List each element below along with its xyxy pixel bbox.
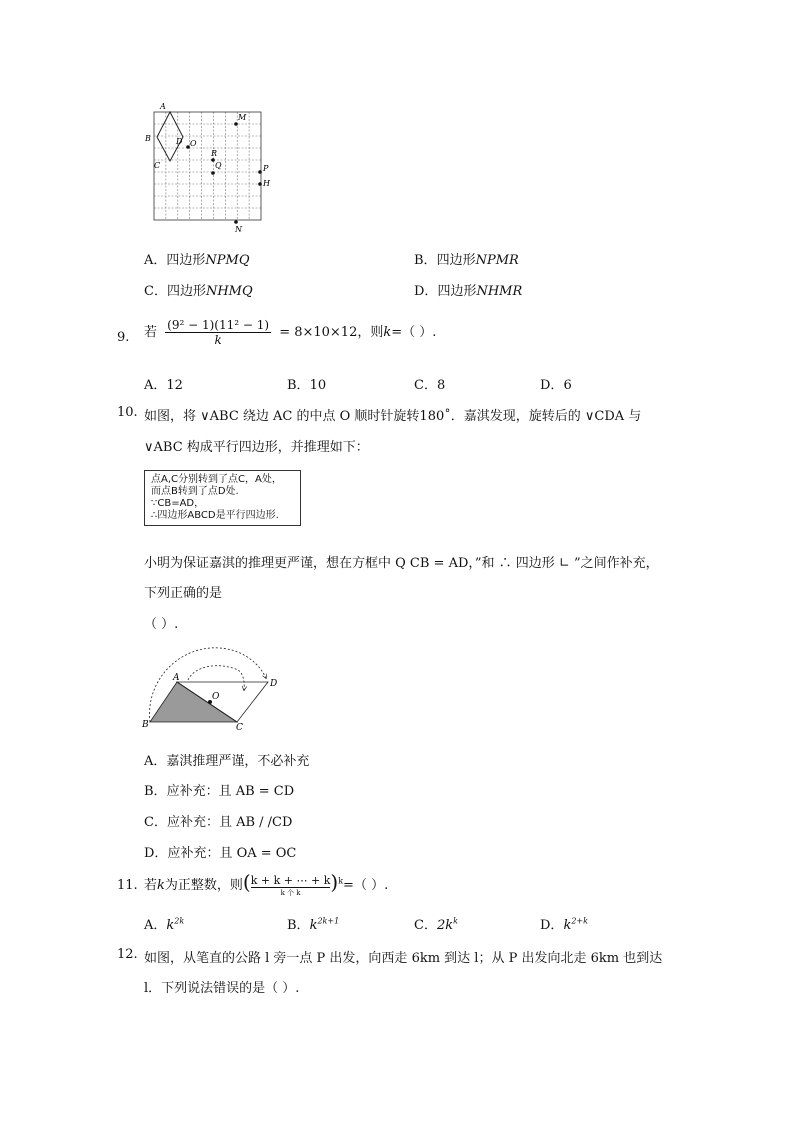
label-A: A bbox=[173, 673, 180, 683]
q8-option-d[interactable] bbox=[414, 280, 522, 299]
q10-reasoning-box bbox=[144, 470, 301, 526]
option-var: NPMR bbox=[475, 253, 519, 268]
q9-suffix: =（ ）. bbox=[391, 325, 437, 340]
option-letter: A． bbox=[144, 253, 167, 268]
q10-option-d[interactable] bbox=[144, 842, 296, 861]
option-text: 应补充：且 AB / /CD bbox=[166, 815, 293, 830]
q10-line-1: 如图，将 ∨ABC 绕边 AC 的中点 O 顺时针旋转180˚．嘉淇发现，旋转后的 ∨CDA 与 bbox=[144, 409, 642, 424]
q11-option-c[interactable] bbox=[414, 914, 458, 933]
option-letter: D． bbox=[540, 378, 564, 393]
label-H: H bbox=[263, 179, 270, 188]
q11-suffix: =（ ）. bbox=[343, 878, 389, 893]
q12-number: 12. bbox=[117, 947, 138, 962]
label-M: M bbox=[238, 113, 247, 122]
option-var: NPMQ bbox=[205, 253, 250, 268]
q9-prefix: 若 bbox=[144, 325, 158, 340]
q8-grid-figure bbox=[140, 100, 280, 235]
box-line: 点A,C分别转到了点C，A处， bbox=[151, 474, 282, 485]
q11-option-b[interactable] bbox=[287, 914, 339, 933]
q11-option-d[interactable] bbox=[540, 914, 588, 933]
q12-line-2: l．下列说法错误的是（ ）. bbox=[144, 981, 300, 996]
label-A: A bbox=[160, 102, 166, 111]
box-line: ∴四边形ABCD是平行四边形. bbox=[151, 510, 279, 521]
option-letter: A． bbox=[144, 754, 167, 769]
label-O: O bbox=[190, 139, 197, 148]
option-base: 2k bbox=[436, 918, 454, 933]
q11-right-paren: ) bbox=[330, 870, 339, 894]
option-letter: B． bbox=[287, 378, 310, 393]
q11-stem bbox=[144, 870, 388, 898]
q9-option-c[interactable] bbox=[414, 374, 445, 393]
option-base: k bbox=[563, 918, 572, 933]
option-exp: 2k+1 bbox=[317, 916, 340, 926]
q11-option-a[interactable] bbox=[144, 914, 184, 933]
option-letter: B． bbox=[414, 253, 437, 268]
q10-number: 10. bbox=[117, 405, 138, 420]
q11-sum bbox=[251, 874, 331, 898]
option-letter: D． bbox=[540, 918, 564, 933]
box-line: ∵CB=AD， bbox=[151, 498, 205, 509]
q9-stem bbox=[144, 318, 436, 347]
q11-prefix: 若 bbox=[144, 878, 158, 893]
q12-line-1: 如图，从笔直的公路 l 旁一点 P 出发，向西走 6km 到达 l；从 P 出发向北走 6km 也到达 bbox=[144, 951, 663, 966]
label-C: C bbox=[154, 161, 161, 170]
option-var: NHMR bbox=[476, 284, 523, 299]
q9-equation: = 8×10×12，则 bbox=[279, 325, 384, 340]
option-exp: 2k bbox=[174, 916, 185, 926]
q9-denominator: k bbox=[214, 333, 222, 347]
label-C: C bbox=[236, 723, 243, 732]
option-letter: A． bbox=[144, 918, 167, 933]
q9-option-a[interactable] bbox=[144, 374, 183, 393]
q11-exponent: k bbox=[338, 876, 344, 886]
q10-line-3: 小明为保证嘉淇的推理更严谨，想在方框中 Q CB = AD，”和 ∴ 四边形 ∟ ”之间作补充， bbox=[144, 556, 659, 571]
q9-option-b[interactable] bbox=[287, 374, 326, 393]
option-text: 四边形 bbox=[166, 284, 206, 299]
q11-sum-text: k + k + ⋯ + k bbox=[250, 873, 331, 887]
option-letter: D． bbox=[414, 284, 438, 299]
label-P: P bbox=[263, 164, 269, 173]
q8-option-c[interactable] bbox=[144, 280, 253, 299]
option-text: 6 bbox=[563, 378, 572, 393]
label-D: D bbox=[176, 137, 183, 146]
q11-mid: 为正整数，则 bbox=[164, 878, 243, 893]
q10-parallelogram-figure bbox=[140, 640, 285, 732]
q11-brace-label: k 个 k bbox=[280, 888, 301, 897]
q10-line-4: 下列正确的是 bbox=[144, 586, 223, 601]
option-letter: C． bbox=[144, 284, 167, 299]
q10-option-b[interactable] bbox=[144, 780, 294, 799]
option-text: 10 bbox=[309, 378, 327, 393]
label-B: B bbox=[142, 720, 149, 730]
option-text: 嘉淇推理严谨，不必补充 bbox=[166, 754, 310, 769]
box-line: 而点B转到了点D处. bbox=[151, 486, 239, 497]
q8-option-b[interactable] bbox=[414, 249, 519, 268]
option-text: 四边形 bbox=[437, 284, 477, 299]
q11-left-paren: ( bbox=[242, 870, 251, 894]
q9-option-d[interactable] bbox=[540, 374, 572, 393]
label-O: O bbox=[212, 692, 220, 702]
option-letter: C． bbox=[414, 918, 437, 933]
option-text: 应补充：且 OA = OC bbox=[167, 846, 297, 861]
option-letter: C． bbox=[414, 378, 437, 393]
q11-var: k bbox=[157, 878, 165, 893]
option-exp: k bbox=[453, 916, 458, 926]
label-R: R bbox=[211, 149, 218, 158]
option-text: 四边形 bbox=[436, 253, 476, 268]
option-base: k bbox=[309, 918, 318, 933]
q10-option-a[interactable] bbox=[144, 750, 309, 769]
option-letter: C． bbox=[144, 815, 167, 830]
label-D: D bbox=[270, 679, 278, 689]
q9-number: 9. bbox=[117, 330, 130, 345]
option-var: NHMQ bbox=[205, 284, 253, 299]
q10-line-2: ∨ABC 构成平行四边形，并推理如下： bbox=[144, 440, 369, 455]
q9-numerator: (9² − 1)(11² − 1) bbox=[167, 318, 270, 332]
label-Q: Q bbox=[215, 161, 222, 170]
option-text: 12 bbox=[166, 378, 183, 393]
q10-option-c[interactable] bbox=[144, 811, 292, 830]
option-letter: B． bbox=[287, 918, 310, 933]
option-letter: A． bbox=[144, 378, 167, 393]
option-text: 四边形 bbox=[166, 253, 206, 268]
option-letter: B． bbox=[144, 784, 167, 799]
label-B: B bbox=[145, 134, 151, 143]
option-text: 8 bbox=[436, 378, 446, 393]
q9-var: k bbox=[383, 325, 392, 340]
q10-line-5: （ ）. bbox=[144, 617, 179, 632]
q9-fraction bbox=[165, 318, 271, 347]
option-text: 应补充：且 AB = CD bbox=[166, 784, 295, 799]
label-N: N bbox=[235, 225, 242, 234]
q8-option-a[interactable] bbox=[144, 249, 250, 268]
option-base: k bbox=[166, 918, 175, 933]
q11-number: 11. bbox=[117, 878, 138, 893]
option-letter: D． bbox=[144, 846, 168, 861]
option-exp: 2+k bbox=[571, 916, 588, 926]
